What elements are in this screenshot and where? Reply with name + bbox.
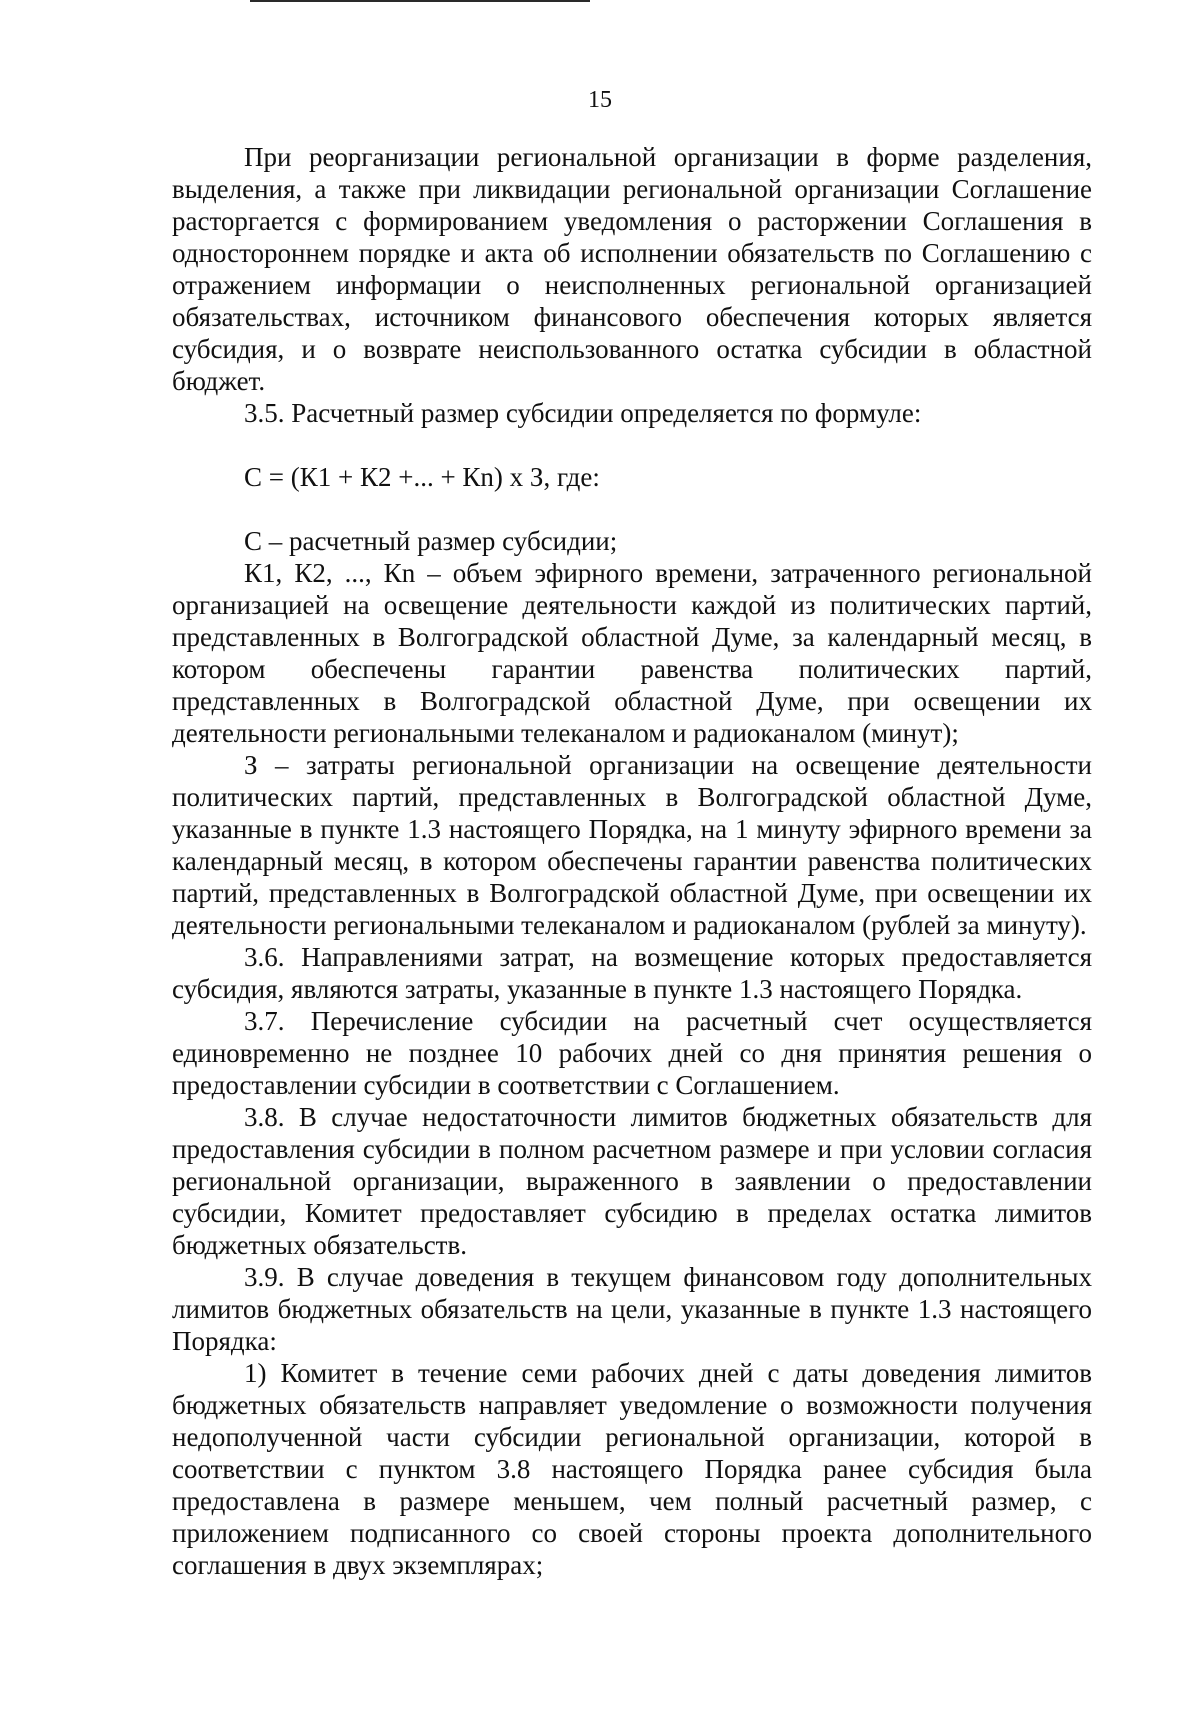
paragraph-3-6: 3.6. Направлениями затрат, на возмещение которых предоставляется субсидия, являются затраты, указанные в пункте 1.3 настоящего Порядка. [172, 942, 1092, 1004]
document-body [172, 141, 1092, 1581]
page-number: 15 [588, 87, 612, 113]
paragraph-3-8: 3.8. В случае недостаточности лимитов бюджетных обязательств для предоставления субсидии в полном расчетном размере и при условии согласия региональной организации, выраженного в заявлении о предоставлении субсидии, Комитет предоставляет субсидию в пределах остатка лимитов бюджетных обязательств. [172, 1102, 1092, 1260]
paragraph-reorganization: При реорганизации региональной организации в форме разделения, выделения, а также при ликвидации региональной организации Соглашение расторгается с формированием уведомления о расторжении Соглашения в одностороннем порядке и акта об исполнении обязательств по Соглашению с отражением информации о неисполненных региональной организацией обязательствах, источником финансового обеспечения которых является субсидия, и о возврате неиспользованного остатка субсидии в областной бюджет. [172, 142, 1092, 396]
scan-top-edge-line [250, 0, 590, 2]
paragraph-definition-c: С – расчетный размер субсидии; [244, 526, 618, 556]
paragraph-3-7: 3.7. Перечисление субсидии на расчетный счет осуществляется единовременно не позднее 10 рабочих дней со дня принятия решения о предоставлении субсидии в соответствии с Соглашением. [172, 1006, 1092, 1100]
paragraph-3-9: 3.9. В случае доведения в текущем финансовом году дополнительных лимитов бюджетных обязательств на цели, указанные в пункте 1.3 настоящего Порядка: [172, 1262, 1092, 1356]
paragraph-definition-z: З – затраты региональной организации на освещение деятельности политических партий, представленных в Волгоградской областной Думе, указанные в пункте 1.3 настоящего Порядка, на 1 минуту эфирного времени за календарный месяц, в котором обеспечены гарантии равенства политических партий, представленных в Волгоградской областной Думе, при освещении их деятельности региональными телеканалом и радиоканалом (рублей за минуту). [172, 750, 1092, 940]
paragraph-3-9-item-1: 1) Комитет в течение семи рабочих дней с даты доведения лимитов бюджетных обязательств направляет уведомление о возможности получения недополученной части субсидии региональной организации, которой в соответствии с пунктом 3.8 настоящего Порядка ранее субсидия была предоставлена в размере меньшем, чем полный расчетный размер, с приложением подписанного со своей стороны проекта дополнительного соглашения в двух экземплярах; [172, 1358, 1092, 1580]
paragraph-definition-k: К1, К2, ..., Кn – объем эфирного времени, затраченного региональной организацией на освещение деятельности каждой из политических партий, представленных в Волгоградской областной Думе, за календарный месяц, в котором обеспечены гарантии равенства политических партий, представленных в Волгоградской областной Думе, при освещении их деятельности региональными телеканалом и радиоканалом (минут); [172, 558, 1092, 748]
paragraph-3-5: 3.5. Расчетный размер субсидии определяется по формуле: [244, 398, 922, 428]
subsidy-formula: С = (К1 + К2 +... + Кn) x З, где: [244, 462, 600, 492]
